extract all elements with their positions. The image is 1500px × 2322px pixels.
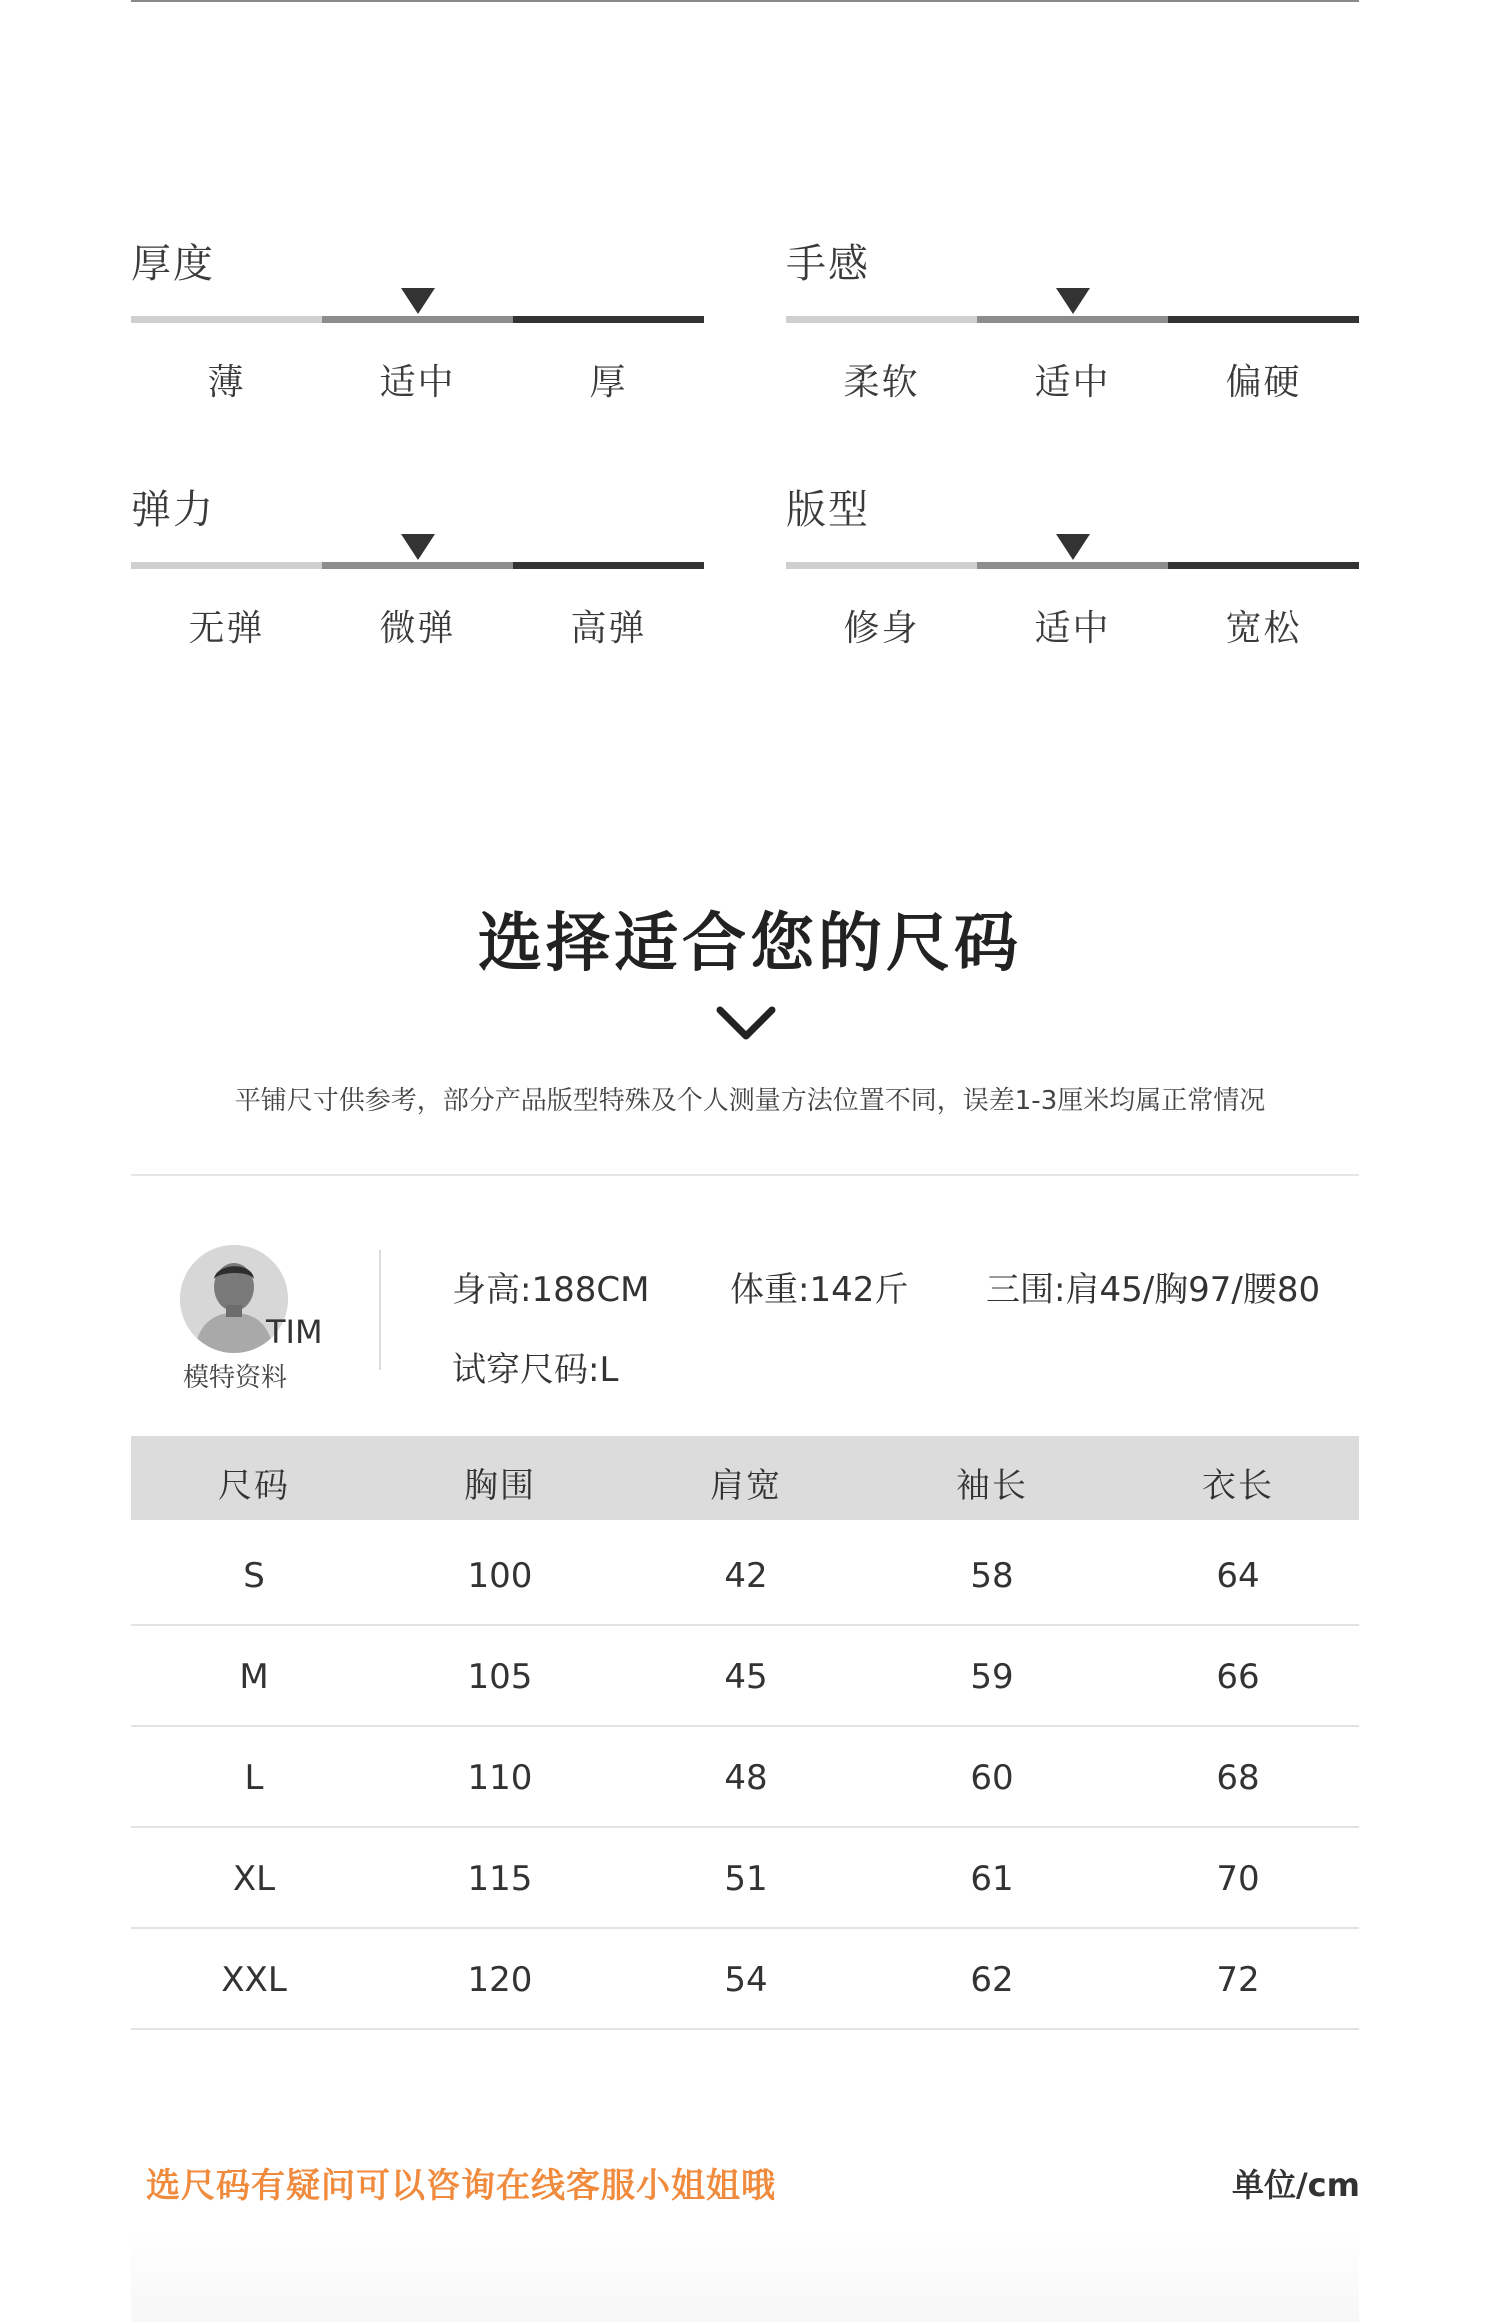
triangle-marker-icon [401, 534, 435, 560]
table-cell: L [244, 1758, 264, 1798]
model-label: 模特资料 [183, 1363, 288, 1393]
model-weight: 体重:142斤 [730, 1270, 909, 1310]
table-cell: 120 [467, 1960, 533, 2000]
column-header-chest: 胸围 [464, 1466, 536, 1506]
table-cell: 105 [467, 1657, 533, 1697]
triangle-marker-icon [1056, 534, 1090, 560]
measurement-note: 平铺尺寸供参考，部分产品版型特殊及个人测量方法位置不同，误差1-3厘米均属正常情况 [234, 1086, 1266, 1116]
column-header-length: 衣长 [1202, 1466, 1274, 1506]
table-cell: 70 [1216, 1859, 1260, 1899]
model-height: 身高:188CM [452, 1270, 650, 1310]
table-cell: 45 [724, 1657, 768, 1697]
table-cell: XL [232, 1859, 276, 1899]
table-cell: 66 [1216, 1657, 1260, 1697]
table-cell: 110 [467, 1758, 533, 1798]
table-cell: 64 [1216, 1556, 1260, 1596]
triangle-marker-icon [401, 288, 435, 314]
table-cell: 60 [970, 1758, 1014, 1798]
level-label: 微弹 [379, 608, 456, 649]
model-name: TIM [266, 1313, 323, 1351]
vertical-divider [379, 1250, 381, 1370]
attribute-title: 版型 [786, 487, 870, 533]
table-cell: 72 [1216, 1960, 1260, 2000]
table-row [131, 1626, 1359, 1727]
level-label: 厚 [589, 362, 628, 403]
attribute-title: 厚度 [131, 241, 215, 287]
table-cell: 62 [970, 1960, 1014, 2000]
model-measurements: 三围:肩45/胸97/腰80 [986, 1270, 1321, 1310]
chevron-down-icon [716, 1004, 776, 1044]
triangle-marker-icon [1056, 288, 1090, 314]
level-label: 无弹 [188, 608, 265, 649]
table-cell: 115 [467, 1859, 533, 1899]
table-row [131, 1828, 1359, 1929]
size-guide-heading: 选择适合您的尺码 [478, 907, 1022, 981]
scale-bar [131, 562, 704, 569]
table-cell: 58 [970, 1556, 1014, 1596]
bottom-fade [131, 2230, 1359, 2322]
column-header-size: 尺码 [218, 1466, 290, 1506]
table-cell: S [243, 1556, 265, 1596]
level-label: 适中 [1034, 608, 1111, 649]
top-divider [131, 0, 1359, 2]
table-row [131, 1929, 1359, 2030]
level-label: 适中 [379, 362, 456, 403]
table-row [131, 1727, 1359, 1828]
scale-bar [786, 562, 1359, 569]
model-fitting-size: 试穿尺码:L [452, 1350, 619, 1390]
table-cell: XXL [221, 1960, 287, 2000]
level-label: 偏硬 [1225, 362, 1302, 403]
section-divider [131, 1174, 1359, 1176]
level-label: 高弹 [570, 608, 647, 649]
size-table-header [131, 1436, 1359, 1520]
level-label: 宽松 [1225, 608, 1302, 649]
level-label: 适中 [1034, 362, 1111, 403]
attribute-title: 手感 [786, 241, 870, 287]
table-cell: M [239, 1657, 269, 1697]
table-row [131, 1525, 1359, 1626]
scale-bar [131, 316, 704, 323]
table-cell: 61 [970, 1859, 1014, 1899]
scale-bar [786, 316, 1359, 323]
table-cell: 59 [970, 1657, 1014, 1697]
column-header-shoulder: 肩宽 [710, 1466, 782, 1506]
customer-service-note: 选尺码有疑问可以咨询在线客服小姐姐哦 [146, 2166, 776, 2206]
attribute-title: 弹力 [131, 487, 215, 533]
table-cell: 51 [724, 1859, 768, 1899]
level-label: 修身 [843, 608, 920, 649]
table-cell: 54 [724, 1960, 768, 2000]
table-cell: 48 [724, 1758, 768, 1798]
table-cell: 68 [1216, 1758, 1260, 1798]
table-cell: 100 [467, 1556, 533, 1596]
table-cell: 42 [724, 1556, 768, 1596]
level-label: 薄 [207, 362, 246, 403]
level-label: 柔软 [843, 362, 920, 403]
unit-label: 单位/cm [1231, 2166, 1360, 2204]
column-header-sleeve: 袖长 [956, 1466, 1028, 1506]
